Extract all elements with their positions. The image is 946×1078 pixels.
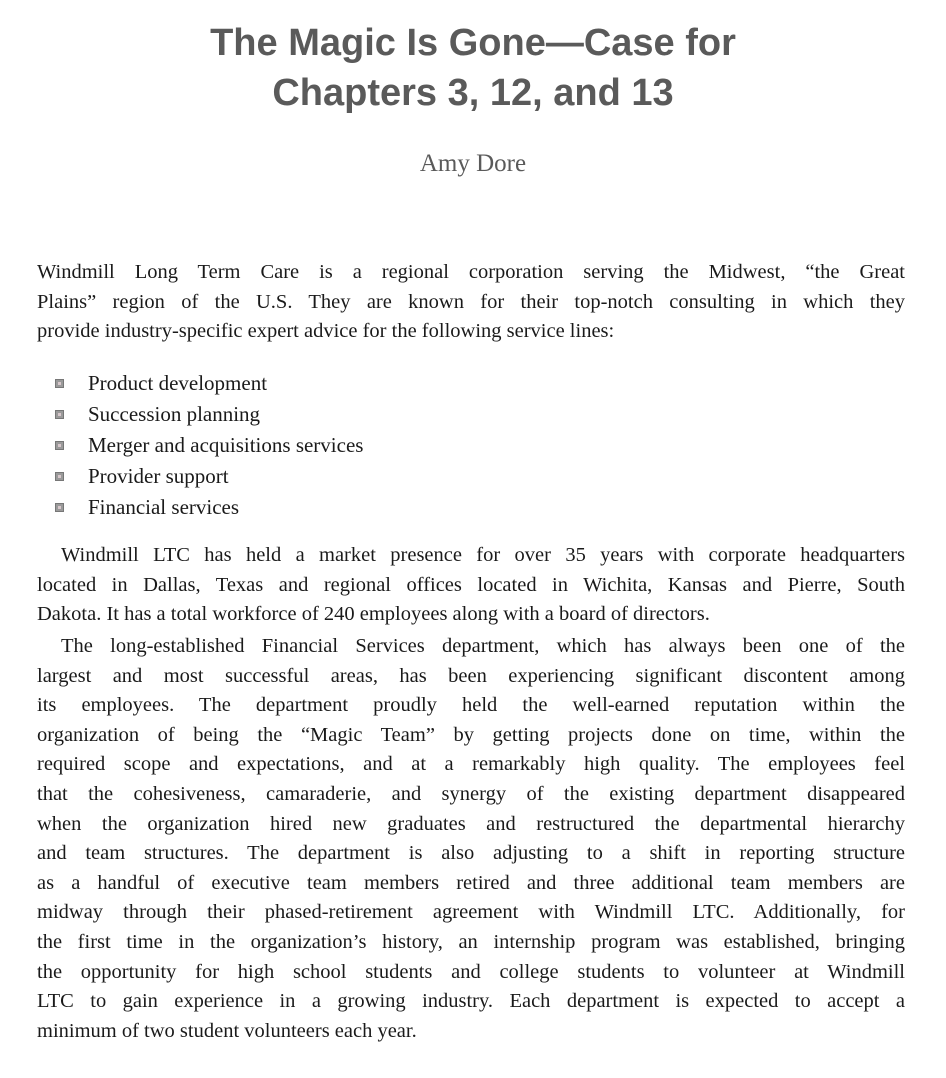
list-item bbox=[55, 461, 363, 492]
list-item-text: Product development bbox=[88, 371, 268, 395]
square-bullet-icon bbox=[55, 410, 64, 419]
text-line: that the cohesiveness, camaraderie, and synergy of the existing department disappeared bbox=[37, 782, 905, 805]
text-line: located in Dallas, Texas and regional offices located in Wichita, Kansas and Pierre, South bbox=[37, 573, 905, 596]
square-bullet-icon bbox=[55, 441, 64, 450]
text-line: LTC to gain experience in a growing industry. Each department is expected to accept a bbox=[37, 990, 905, 1013]
square-bullet-icon bbox=[55, 503, 64, 512]
list-item bbox=[55, 492, 363, 523]
text-line: organization of being the “Magic Team” by getting projects done on time, within the bbox=[37, 723, 905, 746]
intro-paragraph bbox=[37, 258, 905, 347]
company-paragraph bbox=[37, 541, 905, 630]
text-line: The long-established Financial Services department, which has always been one of the bbox=[61, 635, 905, 657]
service-lines-list bbox=[55, 368, 363, 523]
square-bullet-icon bbox=[55, 379, 64, 388]
list-item bbox=[55, 399, 363, 430]
title-line-2: Chapters 3, 12, and 13 bbox=[272, 72, 674, 114]
text-line: largest and most successful areas, has been experiencing significant discontent among bbox=[37, 664, 905, 687]
text-line: provide industry-specific expert advice for the following service lines: bbox=[37, 320, 615, 343]
text-line: minimum of two student volunteers each year. bbox=[37, 1019, 417, 1042]
text-line: Windmill Long Term Care is a regional corporation serving the Midwest, “the Great bbox=[37, 261, 905, 283]
text-line: its employees. The department proudly held the well-earned reputation within the bbox=[37, 694, 905, 717]
text-line: Dakota. It has a total workforce of 240 employees along with a board of directors. bbox=[37, 603, 710, 626]
text-line: Windmill LTC has held a market presence for over 35 years with corporate headquarters bbox=[61, 544, 905, 566]
text-line: when the organization hired new graduates and restructured the departmental hierarchy bbox=[37, 812, 905, 835]
department-paragraph bbox=[37, 632, 905, 1046]
square-bullet-icon bbox=[55, 472, 64, 481]
text-line: the opportunity for high school students and college students to volunteer at Windmill bbox=[37, 960, 905, 983]
list-item-text: Financial services bbox=[88, 495, 240, 519]
list-item-text: Provider support bbox=[88, 464, 229, 488]
author-name: Amy Dore bbox=[419, 150, 527, 177]
list-item bbox=[55, 368, 363, 399]
text-line: midway through their phased-retirement agreement with Windmill LTC. Additionally, for bbox=[37, 901, 905, 924]
list-item bbox=[55, 430, 363, 461]
text-line: and team structures. The department is also adjusting to a shift in reporting structure bbox=[37, 842, 905, 865]
title-line-1: The Magic Is Gone—Case for bbox=[210, 22, 736, 64]
case-title bbox=[0, 18, 946, 118]
list-item-text: Succession planning bbox=[88, 402, 261, 426]
text-line: the first time in the organization’s history, an internship program was established, bringing bbox=[37, 930, 905, 953]
text-line: required scope and expectations, and at a remarkably high quality. The employees feel bbox=[37, 753, 905, 776]
text-line: Plains” region of the U.S. They are known for their top-notch consulting in which they bbox=[37, 290, 905, 313]
text-line: as a handful of executive team members retired and three additional team members are bbox=[37, 871, 905, 894]
list-item-text: Merger and acquisitions services bbox=[88, 433, 364, 457]
